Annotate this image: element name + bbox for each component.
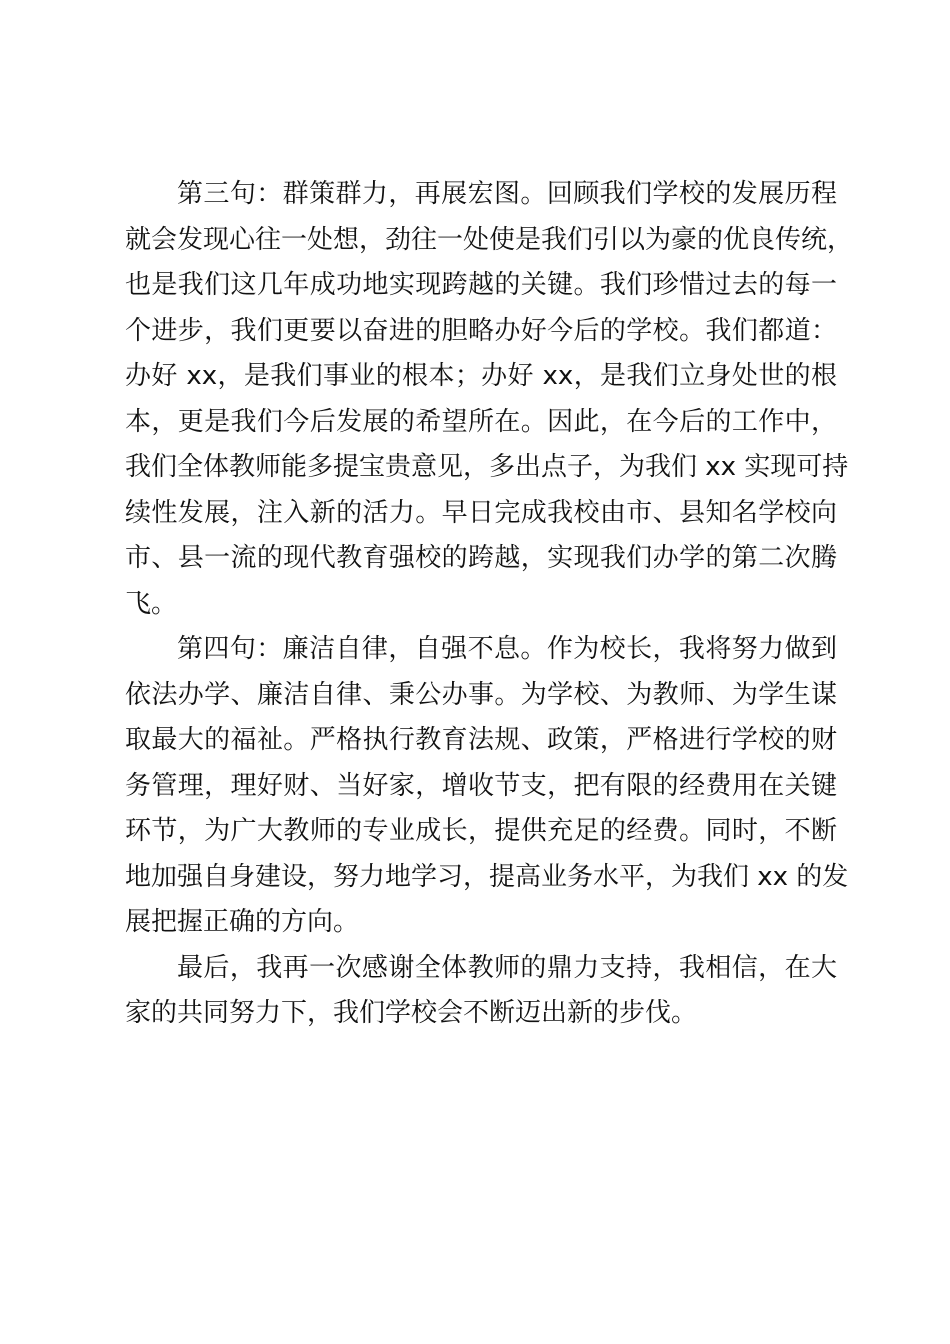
text-line: 第三句：群策群力，再展宏图。回顾我们学校的发展历程 xyxy=(177,179,837,209)
text-line: 环节，为广大教师的专业成长，提供充足的经费。同时，不断 xyxy=(125,816,837,846)
text-line: 家的共同努力下，我们学校会不断迈出新的步伐。 xyxy=(125,998,698,1028)
text-line: 展把握正确的方向。 xyxy=(125,907,360,937)
text-line: 依法办学、廉洁自律、秉公办事。为学校、为教师、为学生谋 xyxy=(125,679,837,710)
document-body xyxy=(125,172,854,1037)
paragraph-fourth-sentence xyxy=(125,627,849,946)
text-line: 本，更是我们今后发展的希望所在。因此，在今后的工作中， xyxy=(125,406,837,437)
text-line: 第四句：廉洁自律，自强不息。作为校长，我将努力做到 xyxy=(177,634,837,664)
text-line: 就会发现心往一处想，劲往一处使是我们引以为豪的优良传统， xyxy=(125,224,854,255)
text-line: 地加强自身建设，努力地学习，提高业务水平，为我们 xx 的发 xyxy=(125,861,849,892)
text-line: 取最大的福祉。严格执行教育法规、政策，严格进行学校的财 xyxy=(125,725,837,755)
text-line: 市、县一流的现代教育强校的跨越，实现我们办学的第二次腾 xyxy=(125,543,837,573)
text-line: 办好 xx，是我们事业的根本；办好 xx，是我们立身处世的根 xyxy=(125,361,837,391)
text-line: 最后，我再一次感谢全体教师的鼎力支持，我相信，在大 xyxy=(177,952,837,983)
text-line: 也是我们这几年成功地实现跨越的关键。我们珍惜过去的每一 xyxy=(125,270,837,300)
text-line: 我们全体教师能多提宝贵意见，多出点子，为我们 xx 实现可持 xyxy=(125,452,849,482)
text-line: 飞。 xyxy=(125,588,178,619)
paragraph-third-sentence xyxy=(125,172,854,627)
text-line: 个进步，我们更要以奋进的胆略办好今后的学校。我们都道： xyxy=(125,315,837,346)
text-line: 续性发展，注入新的活力。早日完成我校由市、县知名学校向 xyxy=(125,497,837,528)
text-line: 务管理，理好财、当好家，增收节支，把有限的经费用在关键 xyxy=(125,770,837,801)
paragraph-closing xyxy=(125,946,837,1037)
